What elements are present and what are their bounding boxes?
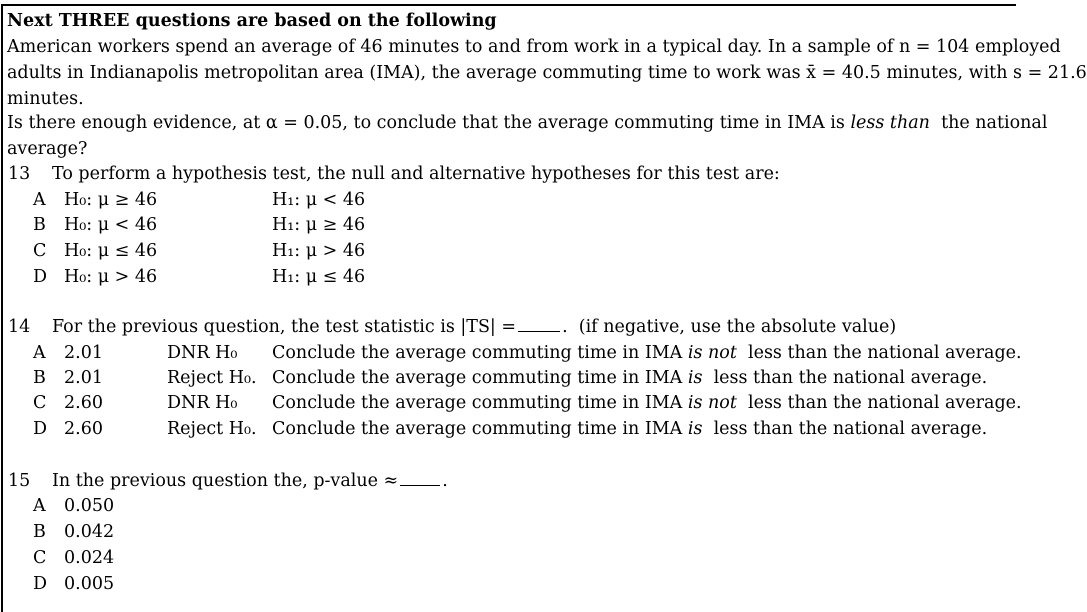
q14-option-d-letter: D: [33, 419, 48, 439]
research-question-text-a: Is there enough evidence, at α = 0.05, to conclude that the average commuting time in IMA is: [7, 113, 851, 133]
q14-prompt-text-b: . (if negative, use the absolute value): [562, 317, 897, 337]
q15-prompt-text-b: .: [442, 471, 448, 491]
q15-option-d-letter: D: [33, 574, 48, 594]
q14-option-b-value: 2.01: [64, 368, 103, 388]
q14-option-c-decision: DNR H₀: [167, 393, 238, 413]
q14-option-d-conclusion-text-a: Conclude the average commuting time in IMA: [272, 419, 688, 439]
q14-option-a-letter: A: [33, 343, 46, 363]
q15-option-b-value: 0.042: [64, 522, 115, 542]
q14-option-a-conclusion-text-a: Conclude the average commuting time in IMA: [272, 343, 688, 363]
q14-option-b-conclusion-emphasis: is: [687, 368, 703, 388]
research-question-line-1: [7, 112, 1047, 134]
q13-prompt: To perform a hypothesis test, the null and alternative hypotheses for this test are:: [52, 164, 780, 184]
q14-option-d-conclusion-emphasis: is: [687, 419, 703, 439]
left-border-rule: [1, 4, 3, 612]
q14-option-c-conclusion: [272, 392, 1022, 414]
q13-option-c-alternative: H₁: μ > 46: [272, 241, 366, 261]
research-question-emphasis: less than: [850, 113, 930, 133]
intro-paragraph-line-1: American workers spend an average of 46 minutes to and from work in a typical day. In a sample of n = 104 employed: [7, 37, 1061, 57]
research-question-text-b: the national: [929, 113, 1048, 133]
q14-option-d-value: 2.60: [64, 419, 103, 439]
q14-option-d-conclusion: [272, 418, 987, 440]
q14-prompt: [52, 316, 896, 338]
q13-option-d-letter: D: [33, 267, 48, 287]
q14-option-a-value: 2.01: [64, 343, 103, 363]
q13-option-a-alternative: H₁: μ < 46: [272, 190, 366, 210]
q14-prompt-text-a: For the previous question, the test statistic is |TS| =: [52, 317, 517, 337]
q15-option-a-letter: A: [33, 496, 46, 516]
q15-prompt: [52, 470, 448, 492]
q14-option-a-conclusion: [272, 342, 1022, 364]
q14-option-d-conclusion-text-b: less than the national average.: [702, 419, 988, 439]
q13-option-c-letter: C: [33, 241, 47, 261]
q14-option-c-conclusion-text-b: less than the national average.: [736, 393, 1022, 413]
q14-option-a-conclusion-text-b: less than the national average.: [736, 343, 1022, 363]
research-question-line-2: average?: [7, 139, 88, 159]
q15-option-c-value: 0.024: [64, 548, 115, 568]
q14-option-b-conclusion: [272, 367, 987, 389]
q15-option-d-value: 0.005: [64, 574, 115, 594]
q15-number: 15: [8, 471, 31, 491]
q14-option-b-conclusion-text-b: less than the national average.: [702, 368, 988, 388]
q14-option-a-conclusion-emphasis: is not: [687, 343, 737, 363]
q14-option-b-decision: Reject H₀.: [167, 368, 257, 388]
q13-option-b-null: H₀: μ < 46: [64, 215, 158, 235]
q15-option-b-letter: B: [33, 522, 46, 542]
q13-option-a-letter: A: [33, 190, 46, 210]
q15-prompt-text-a: In the previous question the, p-value ≈: [52, 471, 399, 491]
q15-option-c-letter: C: [33, 548, 47, 568]
q14-option-d-decision: Reject H₀.: [167, 419, 257, 439]
q13-option-b-alternative: H₁: μ ≥ 46: [272, 215, 366, 235]
q14-option-c-conclusion-text-a: Conclude the average commuting time in IMA: [272, 393, 688, 413]
top-border-rule: [1, 4, 1016, 6]
q14-option-c-conclusion-emphasis: is not: [687, 393, 737, 413]
intro-heading: Next THREE questions are based on the following: [7, 11, 497, 31]
intro-paragraph-line-2: adults in Indianapolis metropolitan area (IMA), the average commuting time to work was x̄ = 40.5 minutes, with s = 21.6: [7, 63, 1087, 83]
q13-option-b-letter: B: [33, 215, 46, 235]
q15-answer-blank: [400, 470, 440, 486]
q13-option-d-null: H₀: μ > 46: [64, 267, 158, 287]
intro-paragraph-line-3: minutes.: [7, 89, 84, 109]
q14-option-b-conclusion-text-a: Conclude the average commuting time in IMA: [272, 368, 688, 388]
q14-answer-blank: [518, 316, 560, 332]
q14-option-a-decision: DNR H₀: [167, 343, 238, 363]
q13-option-c-null: H₀: μ ≤ 46: [64, 241, 158, 261]
q14-option-c-value: 2.60: [64, 393, 103, 413]
q13-number: 13: [8, 164, 31, 184]
q14-option-c-letter: C: [33, 393, 47, 413]
q15-option-a-value: 0.050: [64, 496, 115, 516]
q13-option-d-alternative: H₁: μ ≤ 46: [272, 267, 366, 287]
q14-option-b-letter: B: [33, 368, 46, 388]
q13-option-a-null: H₀: μ ≥ 46: [64, 190, 158, 210]
q14-number: 14: [8, 317, 31, 337]
